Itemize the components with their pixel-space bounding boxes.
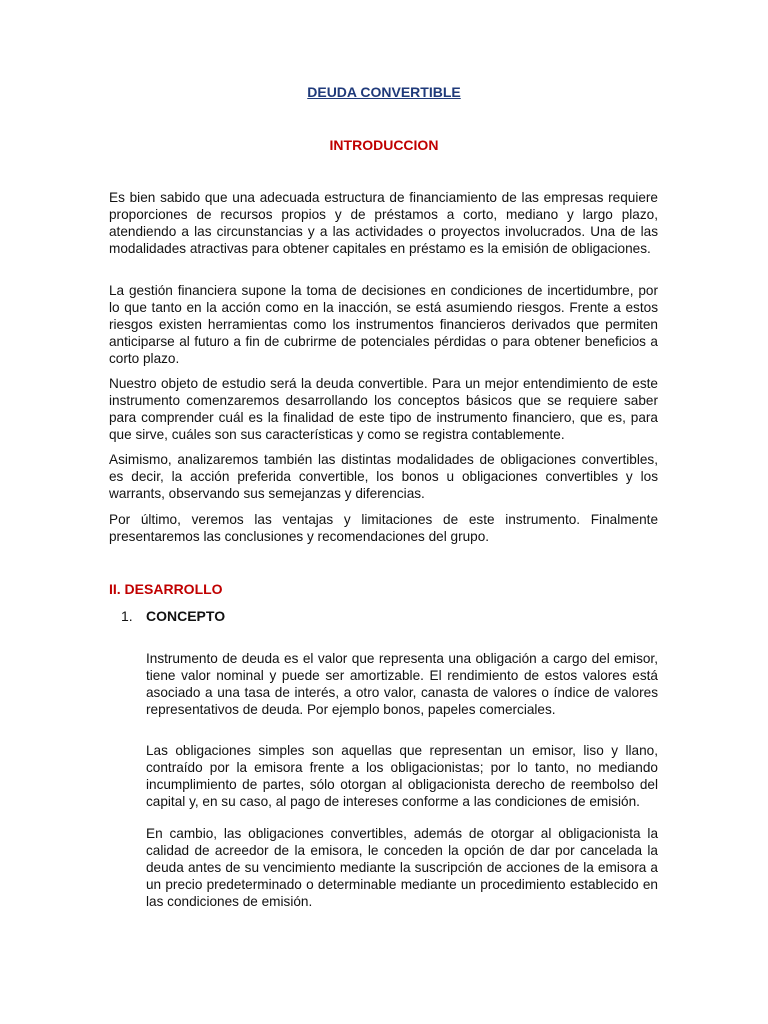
introduction-heading: INTRODUCCION xyxy=(329,137,439,153)
concept-paragraph-2: Las obligaciones simples son aquellas que representan un emisor, liso y llano, contraído por la emisora frente a los obligacionistas; por lo tanto, no mediando incumplimiento de partes, sólo otorgan al obligacionista derecho de reembolso del capital y, en su caso, al pago de intereses conforme a las condiciones de emisión. xyxy=(146,743,658,809)
intro-paragraph-4: Asimismo, analizaremos también las distintas modalidades de obligaciones convertibles, es decir, la acción preferida convertible, los bonos u obligaciones convertibles y los warrants, observando sus semejanzas y diferencias. xyxy=(109,452,658,501)
intro-paragraph-3: Nuestro objeto de estudio será la deuda convertible. Para un mejor entendimiento de este instrumento comenzaremos desarrollando los conceptos básicos que se requiere saber para comprender cuál es la finalidad de este tipo de instrumento financiero, que es, para que sirve, cuáles son sus características y como se registra contablemente. xyxy=(109,376,658,442)
section-heading-desarrollo: II. DESARROLLO xyxy=(109,581,223,597)
list-item-title: CONCEPTO xyxy=(146,608,226,624)
intro-paragraph-1: Es bien sabido que una adecuada estructura de financiamiento de las empresas requiere proporciones de recursos propios y de préstamos a corto, mediano y largo plazo, atendiendo a las circunstancias y a las actividades o proyectos involucrados. Una de las modalidades atractivas para obtener capitales en préstamo es la emisión de obligaciones. xyxy=(109,190,658,256)
concept-paragraph-1: Instrumento de deuda es el valor que representa una obligación a cargo del emisor, tiene valor nominal y puede ser amortizable. El rendimiento de estos valores está asociado a una tasa de interés, a otro valor, canasta de valores o índice de valores representativos de deuda. Por ejemplo bonos, papeles comerciales. xyxy=(146,651,658,717)
intro-paragraph-2: La gestión financiera supone la toma de decisiones en condiciones de incertidumbre, por lo que tanto en la acción como en la inacción, se está asumiendo riesgos. Frente a estos riesgos existen herramientas como los instrumentos financieros derivados que permiten anticiparse al futuro a fin de cubrirme de potenciales pérdidas o para obtener beneficios a corto plazo. xyxy=(109,283,658,366)
intro-paragraph-5: Por último, veremos las ventajas y limitaciones de este instrumento. Finalmente presentaremos las conclusiones y recomendaciones del grupo. xyxy=(109,512,658,544)
list-item-number: 1. xyxy=(121,608,133,624)
document-title: DEUDA CONVERTIBLE xyxy=(307,84,461,100)
concept-paragraph-3: En cambio, las obligaciones convertibles, además de otorgar al obligacionista la calidad de acreedor de la emisora, le conceden la opción de dar por cancelada la deuda antes de su vencimiento mediante la suscripción de acciones de la emisora a un precio predeterminado o determinable mediante un procedimiento establecido en las condiciones de emisión. xyxy=(146,826,658,909)
